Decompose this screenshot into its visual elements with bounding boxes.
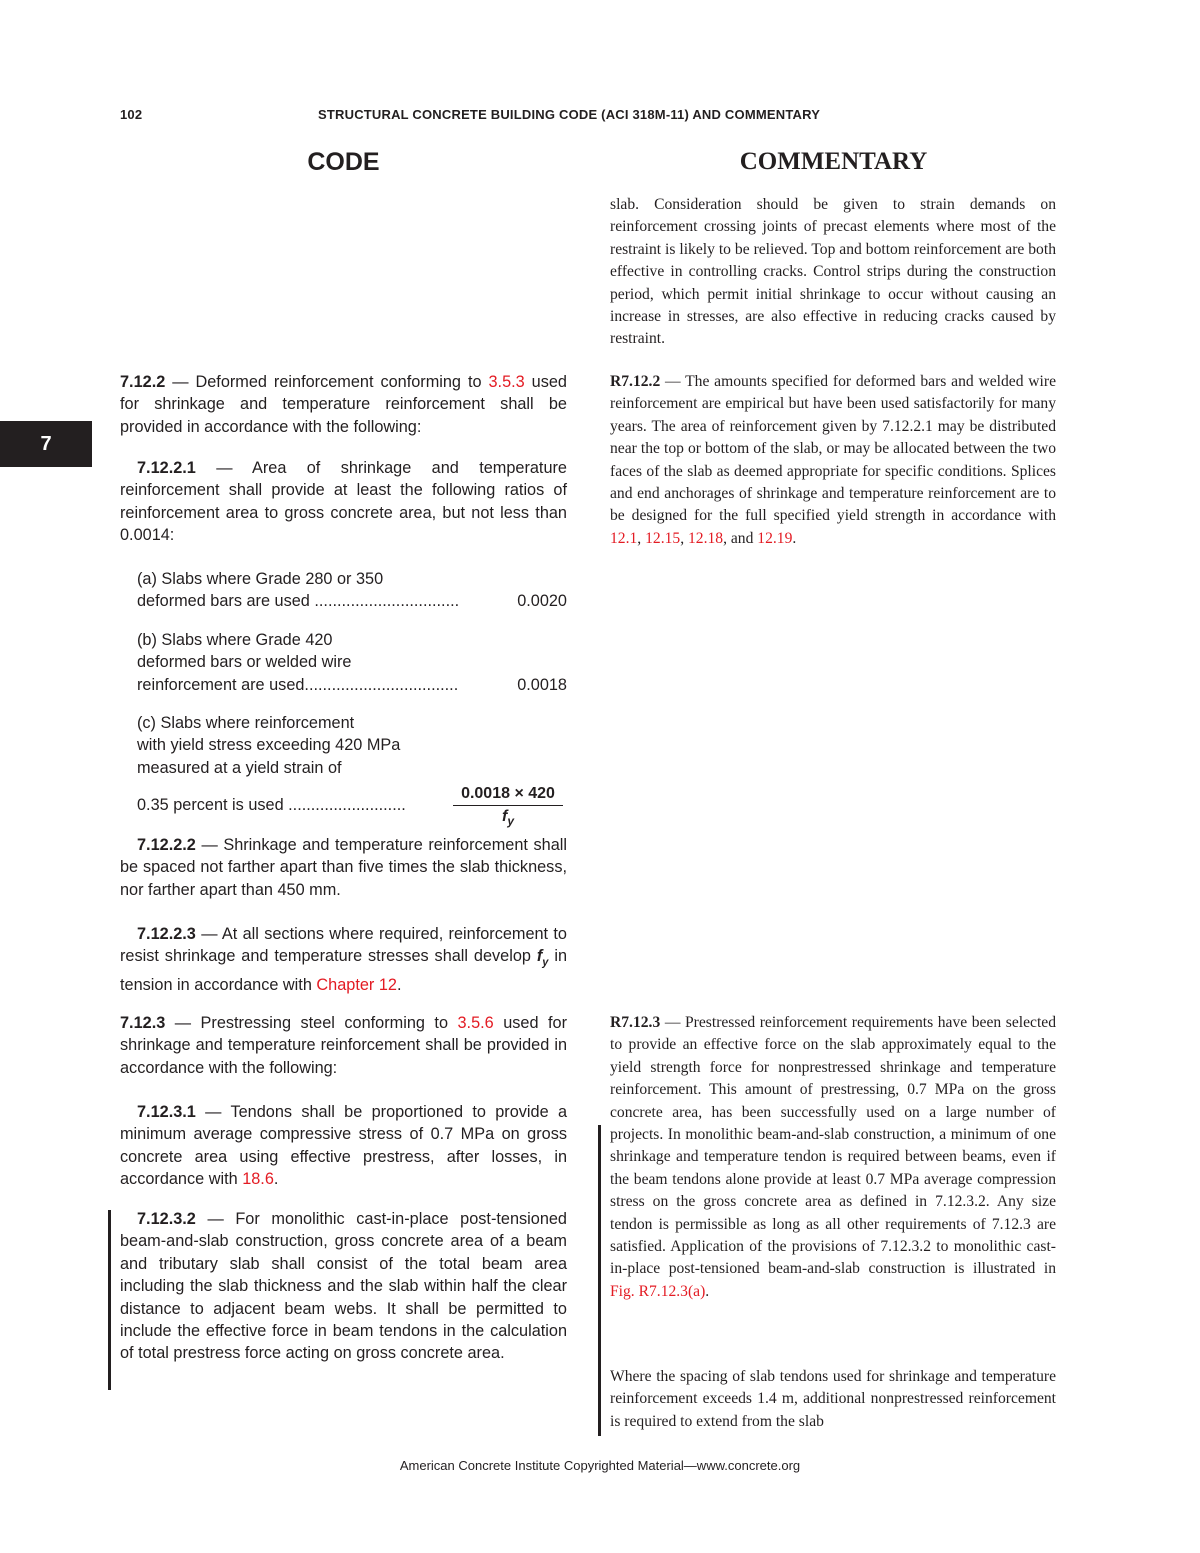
ref-link-fig-r7-12-3a[interactable]: Fig. R7.12.3(a)	[610, 1282, 706, 1300]
ratio-item-c	[137, 712, 447, 779]
separator: ,	[680, 529, 688, 547]
commentary-continuation: slab. Consideration should be given to strain demands on reinforcement crossing joints of precast elements where most of the restraint is likely to be relieved. Top and bottom reinforcement are both effective in controlling cracks. Control strips during the construction period, which permit initial shrinkage to occur without causing an increase in stresses, are also effective in reducing cracks caused by restraint.	[610, 196, 1056, 348]
section-7-12-3	[120, 1012, 567, 1079]
ratio-item-condition: with yield stress exceeding 420 MPa	[137, 736, 401, 755]
ref-link-3-5-6[interactable]: 3.5.6	[457, 1014, 494, 1032]
section-text: used for shrinkage and temperature reinforcement shall be provided in accordance with the following:	[120, 1014, 568, 1077]
ratio-item-condition: 0.35 percent is used ..........................	[137, 796, 406, 814]
ratio-item-b	[137, 629, 567, 696]
commentary-r7-12-3-paragraph-2: Where the spacing of slab tendons used for shrinkage and temperature reinforcement exceeds 1.4 m, additional nonprestressed reinforcement is required to extend from the slab	[610, 1368, 1056, 1430]
page-number: 102	[120, 107, 143, 122]
ratio-formula	[453, 784, 563, 832]
section-number: 7.12.3.2	[137, 1210, 196, 1228]
fy-subscript: y	[542, 956, 549, 969]
commentary-number: R7.12.3	[610, 1014, 661, 1031]
ratio-item-condition: reinforcement are used..................................	[137, 675, 459, 694]
section-7-12-3-2	[120, 1208, 567, 1365]
fy-subscript: y	[507, 814, 514, 829]
ref-link-12-19[interactable]: 12.19	[757, 529, 793, 547]
commentary-text: — Prestressed reinforcement requirements have been selected to provide an effective force on the slab approximately equal to the yield strength force for nonprestressed shrinkage and temperature reinforcement. This amount of prestressing, 0.7 MPa on the gross concrete area, has been successfully used on a large number of projects. In monolithic beam-and-slab construction, a minimum of one shrinkage and temperature tendon is required between beams, even if the beam tendons alone provide at least 0.7 MPa average compression stress on the gross concrete area as defined in 7.12.3.2. Any size tendon is permissible as long as all other requirements of 7.12.3 are satisfied. Application of the provisions of 7.12.3.2 to monolithic cast-in-place post-tensioned beam-and-slab construction is illustrated in	[610, 1014, 1056, 1278]
ratio-item-condition: measured at a yield strain of	[137, 758, 342, 777]
section-text: .	[396, 976, 402, 995]
ref-link-18-6[interactable]: 18.6	[242, 1170, 274, 1189]
section-number: 7.12.3.1	[137, 1103, 196, 1121]
commentary-text: .	[705, 1282, 710, 1300]
section-number: 7.12.2.1	[137, 459, 196, 477]
commentary-text: — The amounts specified for deformed bars and welded wire reinforcement are empirical but have been used satisfactorily for many years. The area of reinforcement given by 7.12.2.1 may be distributed near the top or bottom of the slab, or may be allocated between the two faces of the slab as deemed appropriate for specific conditions. Splices and end anchorages of shrinkage and temperature reinforcement are to be designed for the full specified yield strength in accordance with	[610, 373, 1056, 525]
formula-denominator	[453, 806, 563, 832]
revision-change-bar	[108, 1210, 111, 1390]
formula-numerator: 0.0018 × 420	[453, 784, 563, 806]
section-text: — Shrinkage and temperature reinforcement shall be spaced not farther apart than five times the slab thickness, nor farther apart than 450 mm.	[120, 836, 567, 899]
code-column-heading: CODE	[307, 148, 380, 176]
fy-symbol: f	[501, 808, 508, 825]
ref-link-chapter-12[interactable]: Chapter 12	[316, 976, 397, 995]
chapter-tab: 7	[0, 421, 92, 467]
ratio-item-label: (a) Slabs where Grade 280 or 350	[137, 570, 384, 588]
section-number: 7.12.3	[120, 1014, 166, 1032]
revision-change-bar	[598, 1125, 601, 1436]
ratio-item-label: (b) Slabs where Grade 420	[137, 631, 333, 649]
section-number: 7.12.2	[120, 373, 166, 391]
ratio-item-condition: deformed bars are used ................................	[137, 592, 460, 611]
commentary-text: .	[792, 529, 797, 547]
commentary-r7-12-2	[610, 371, 1056, 550]
ref-link-12-15[interactable]: 12.15	[645, 529, 681, 547]
section-text: — Prestressing steel conforming to	[165, 1014, 458, 1032]
commentary-r7-12-3	[610, 1012, 1056, 1303]
ratio-item-value: 0.0018	[517, 675, 567, 694]
separator: ,	[637, 529, 646, 547]
section-text: — At all sections where required, reinforcement to resist shrinkage and temperature stresses shall develop	[120, 925, 567, 966]
ratio-item-condition: deformed bars or welded wire	[137, 653, 352, 672]
ratio-item-a	[137, 568, 567, 613]
section-text: — Tendons shall be proportioned to provide a minimum average compressive stress of 0.7 MPa on gross concrete area using effective prestress, after losses, in accordance with	[120, 1103, 567, 1189]
ref-link-12-18[interactable]: 12.18	[687, 529, 724, 547]
section-text: in tension in accordance with	[120, 947, 567, 995]
commentary-column-heading: COMMENTARY	[739, 148, 928, 175]
section-7-12-2-1	[120, 457, 567, 547]
section-7-12-2-2	[120, 834, 567, 901]
section-7-12-3-1	[120, 1101, 567, 1191]
section-text: .	[273, 1170, 279, 1189]
ratio-item-label: (c) Slabs where reinforcement	[137, 714, 355, 732]
ref-link-12-1[interactable]: 12.1	[610, 529, 638, 547]
section-number: 7.12.2.3	[137, 925, 196, 943]
separator: , and	[723, 529, 758, 547]
section-7-12-2-3	[120, 923, 567, 996]
ratio-item-value: 0.0020	[517, 592, 567, 611]
section-text: — For monolithic cast-in-place post-tensioned beam-and-slab construction, gross concrete area of a beam and tributary slab shall consist of the total beam area including the slab thickness and the slab within half the clear distance to adjacent beam webs. It shall be permitted to include the effective force in beam tendons in the calculation of total prestress force acting on gross concrete area.	[120, 1210, 567, 1363]
ref-link-3-5-3[interactable]: 3.5.3	[488, 373, 525, 391]
section-number: 7.12.2.2	[137, 836, 196, 854]
section-text: used for shrinkage and temperature reinforcement shall be provided in accordance with the following:	[120, 373, 567, 436]
running-title: STRUCTURAL CONCRETE BUILDING CODE (ACI 318M-11) AND COMMENTARY	[318, 107, 821, 122]
copyright-footer: American Concrete Institute Copyrighted Material—www.concrete.org	[399, 1458, 801, 1473]
section-7-12-2	[120, 371, 567, 438]
section-text: — Deformed reinforcement conforming to	[165, 373, 489, 391]
commentary-number: R7.12.2	[610, 373, 661, 390]
fy-symbol: f	[536, 947, 543, 966]
section-text: — Area of shrinkage and temperature reinforcement shall provide at least the following ratios of reinforcement area to gross concrete area, but not less than 0.0014:	[120, 459, 567, 545]
